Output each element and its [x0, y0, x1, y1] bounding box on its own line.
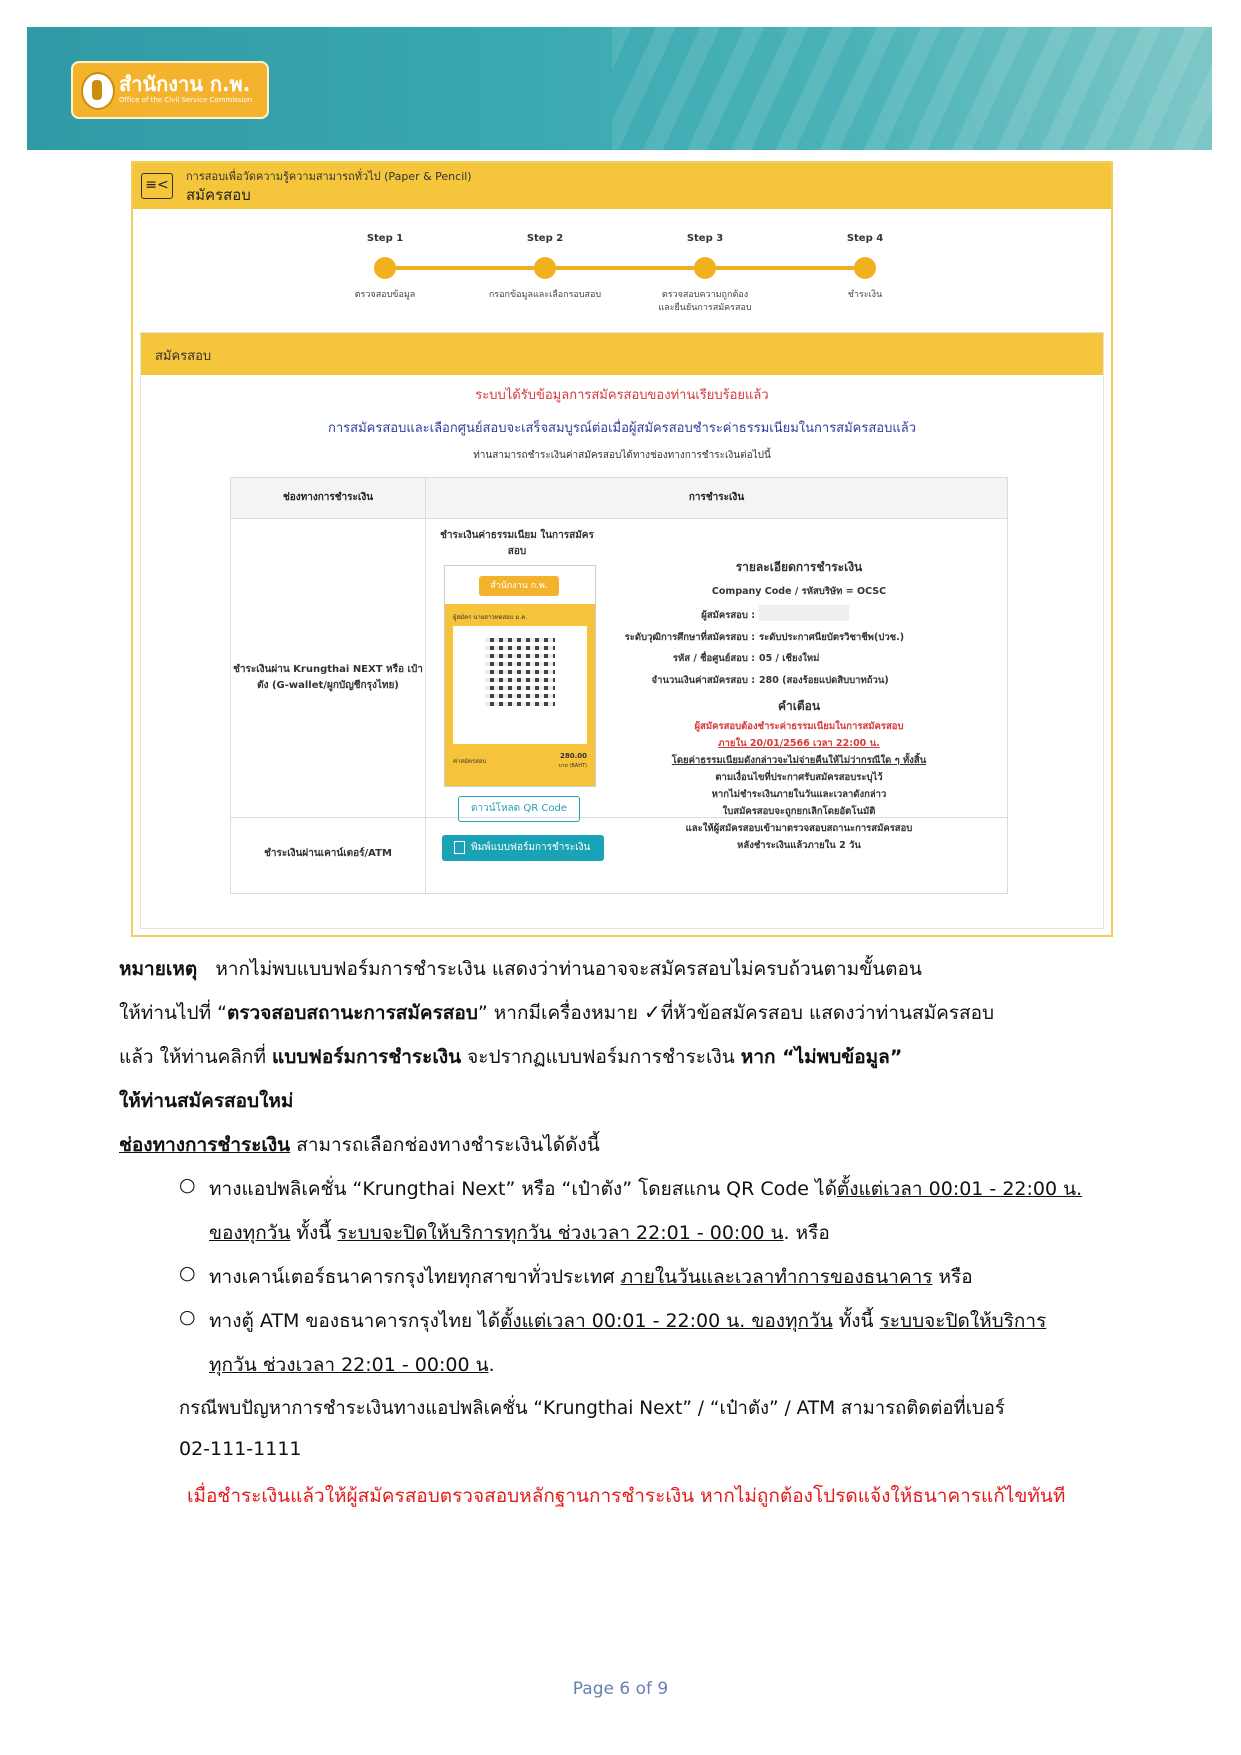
- qr-card-header: [445, 566, 595, 604]
- qr-amount-value: 280.00: [559, 752, 587, 760]
- qr-applicant: ผู้สมัคร นายสาวทดสอบ ม.ค.: [453, 614, 528, 621]
- header-banner: [27, 27, 1212, 150]
- note-line-4: ให้ท่านสมัครสอบใหม่: [119, 1090, 294, 1112]
- step-label: Step 2: [526, 233, 564, 244]
- qr-currency: บาท (BAHT): [558, 763, 587, 769]
- note-label: หมายเหตุ: [119, 958, 198, 980]
- qr-amount: [559, 752, 587, 771]
- step-label: Step 4: [846, 233, 884, 244]
- channels-message: ท่านสามารถชำระเงินค่าสมัครสอบได้ทางช่องทางการชำระเงินต่อไปนี้: [473, 450, 771, 461]
- step-label: Step 3: [686, 233, 724, 244]
- channel-counter: ชำระเงินผ่านเคาน์เตอร์/ATM: [264, 848, 392, 859]
- channels-heading-text: สามารถเลือกช่องทางชำระเงินได้ดังนี้: [296, 1134, 600, 1156]
- qr-payment-card: [444, 565, 596, 787]
- red-warning-note: เมื่อชำระเงินแล้วให้ผู้สมัครสอบตรวจสอบหลักฐานการชำระเงิน หากไม่ถูกต้องโปรดแจ้งให้ธนาคารแก้ไขทันที: [187, 1485, 1066, 1507]
- detail-label: ระดับวุฒิการศึกษาที่สมัครสอบ :: [624, 632, 755, 643]
- step-caption: ตรวจสอบข้อมูล: [354, 290, 416, 300]
- company-code: Company Code / รหัสบริษัท = OCSC: [711, 586, 887, 597]
- document-icon: [454, 841, 465, 854]
- qr-code-pattern: [485, 636, 555, 706]
- table-divider: [425, 518, 426, 893]
- qr-title: ชำระเงินค่าธรรมเนียม ในการสมัครสอบ: [440, 530, 594, 557]
- col-header-payment: การชำระเงิน: [426, 478, 1007, 519]
- detail-value: ระดับประกาศนียบัตรวิชาชีพ(ปวช.): [759, 632, 905, 643]
- note-text: ให้ท่านไปที่ “: [119, 1002, 228, 1024]
- detail-label: ผู้สมัครสอบ :: [701, 610, 755, 621]
- step-4: [785, 233, 945, 302]
- download-qr-button[interactable]: ดาวน์โหลด QR Code: [458, 796, 580, 822]
- step-1: [305, 233, 465, 302]
- note-text: ” หากมีเครื่องหมาย: [477, 1002, 638, 1024]
- step-dot: [374, 257, 396, 279]
- registration-screenshot: [131, 161, 1113, 937]
- logo-subtitle: Office of the Civil Service Commission: [119, 96, 253, 104]
- note-text: จะปรากฏแบบฟอร์มการชำระเงิน: [467, 1046, 735, 1068]
- channel-krungthai: ชำระเงินผ่าน Krungthai NEXT หรือ เป๋าตัง (G-wallet/ผูกบัญชีกรุงไทย): [233, 664, 423, 691]
- check-status-link-text: ตรวจสอบสถานะการสมัครสอบ: [227, 1002, 478, 1024]
- warning-title: คำเตือน: [777, 699, 821, 713]
- details-title: รายละเอียดการชำระเงิน: [735, 560, 863, 574]
- print-form-button[interactable]: [442, 835, 604, 861]
- warning-line: หากไม่ชำระเงินภายในวันและเวลาดังกล่าว: [711, 789, 887, 800]
- note-text: หากไม่พบแบบฟอร์มการชำระเงิน แสดงว่าท่านอาจจะสมัครสอบไม่ครบถ้วนตามขั้นตอน: [215, 958, 922, 980]
- detail-label: จำนวนเงินค่าสมัครสอบ :: [651, 675, 755, 686]
- channel-counter-line: ทางเคาน์เตอร์ธนาคารกรุงไทยทุกสาขาทั่วประเทศ ภายในวันและเวลาทำการของธนาคาร หรือ: [209, 1266, 973, 1288]
- col-header-channel: ช่องทางการชำระเงิน: [231, 478, 426, 519]
- logo-title: สำนักงาน ก.พ.: [119, 72, 251, 96]
- step-caption: ชำระเงิน: [847, 290, 883, 300]
- warning-line: หลังชำระเงินแล้วภายใน 2 วัน: [737, 840, 861, 851]
- step-label: Step 1: [366, 233, 404, 244]
- seal-icon: [81, 72, 115, 110]
- channels-heading-label: ช่องทางการชำระเงิน: [119, 1134, 291, 1156]
- step-caption: ตรวจสอบความถูกต้อง และยืนยันการสมัครสอบ: [658, 290, 752, 313]
- bullet-icon: ○: [179, 1174, 196, 1196]
- payment-table: [230, 477, 1008, 894]
- channel-app-line-2: ของทุกวัน ทั้งนี้ ระบบจะปิดให้บริการทุกวัน ช่วงเวลา 22:01 - 00:00 น. หรือ: [209, 1222, 830, 1244]
- received-message: ระบบได้รับข้อมูลการสมัครสอบของท่านเรียบร้อยแล้ว: [475, 388, 769, 403]
- page-number: Page 6 of 9: [572, 1679, 669, 1699]
- warning-line: ใบสมัครสอบจะถูกยกเลิกโดยอัตโนมัติ: [722, 806, 876, 817]
- warning-line: และให้ผู้สมัครสอบเข้ามาตรวจสอบสถานะการสมัครสอบ: [685, 823, 913, 834]
- applicant-name-blank: [759, 605, 849, 621]
- qr-fee-label: ค่าสมัครสอบ: [453, 758, 487, 765]
- warning-line: ภายใน 20/01/2566 เวลา 22:00 น.: [718, 738, 880, 749]
- channels-heading: [119, 1130, 600, 1160]
- channel-atm-line-1: ทางตู้ ATM ของธนาคารกรุงไทย ได้ตั้งแต่เวลา 00:01 - 22:00 น. ของทุกวัน ทั้งนี้ ระบบจะปิดให้บริการ: [209, 1310, 1047, 1332]
- breadcrumb: การสอบเพื่อวัดความรู้ความสามารถทั่วไป (Paper & Pencil): [186, 170, 472, 183]
- bullet-icon: ○: [179, 1262, 196, 1284]
- card-title: สมัครสอบ: [155, 349, 212, 364]
- menu-toggle-icon[interactable]: ≡<: [141, 173, 173, 199]
- checkmark-icon: ✓: [643, 1000, 661, 1024]
- detail-value: [759, 605, 849, 621]
- page-title: สมัครสอบ: [186, 186, 251, 204]
- detail-label: รหัส / ชื่อศูนย์สอบ :: [672, 653, 755, 664]
- note-line-2: [119, 998, 994, 1028]
- complete-message: การสมัครสอบและเลือกศูนย์สอบจะเสร็จสมบูรณ์ต่อเมื่อผู้สมัครสอบชำระค่าธรรมเนียมในการสมัครสอบแล้ว: [327, 421, 916, 436]
- warning-line: ตามเงื่อนไขที่ประกาศรับสมัครสอบระบุไว้: [715, 772, 883, 783]
- qr-logo: สำนักงาน ก.พ.: [479, 576, 559, 596]
- channel-app-line-1: ทางแอปพลิเคชั่น “Krungthai Next” หรือ “เป๋าตัง” โดยสแกน QR Code ได้ตั้งแต่เวลา 00:01 - 22:00 น.: [209, 1178, 1083, 1200]
- warning-line: โดยค่าธรรมเนียมดังกล่าวจะไม่จ่ายคืนให้ไม่ว่ากรณีใด ๆ ทั้งสิ้น: [671, 755, 927, 766]
- not-found-text: หาก “ไม่พบข้อมูล”: [740, 1046, 903, 1068]
- detail-value: 280 (สองร้อยแปดสิบบาทถ้วน): [759, 675, 889, 686]
- note-line-3: [119, 1042, 902, 1072]
- step-3: [625, 233, 785, 315]
- print-button-label: พิมพ์แบบฟอร์มการชำระเงิน: [471, 842, 591, 853]
- note-text: แล้ว ให้ท่านคลิกที่: [119, 1046, 266, 1068]
- step-2: [465, 233, 625, 302]
- phone-number: 02-111-1111: [179, 1438, 302, 1460]
- step-dot: [854, 257, 876, 279]
- problem-contact: กรณีพบปัญหาการชำระเงินทางแอปพลิเคชั่น “Krungthai Next” / “เป๋าตัง” / ATM สามารถติดต่อที่เบอร์: [179, 1398, 1005, 1419]
- top-bar: [133, 163, 1111, 209]
- detail-value: 05 / เชียงใหม่: [759, 653, 820, 664]
- note-text: ที่หัวข้อสมัครสอบ แสดงว่าท่านสมัครสอบ: [660, 1002, 995, 1024]
- warning-line: ผู้สมัครสอบต้องชำระค่าธรรมเนียมในการสมัครสอบ: [694, 721, 904, 732]
- banner-decoration: [612, 27, 1212, 150]
- card-header: [141, 333, 1103, 375]
- step-caption: กรอกข้อมูลและเลือกรอบสอบ: [488, 290, 602, 300]
- step-dot: [534, 257, 556, 279]
- channel-atm-line-2: ทุกวัน ช่วงเวลา 22:01 - 00:00 น.: [209, 1354, 495, 1376]
- payment-form-text: แบบฟอร์มการชำระเงิน: [272, 1046, 462, 1068]
- step-dot: [694, 257, 716, 279]
- note-line-1: [119, 954, 922, 984]
- ocsc-logo: [71, 61, 269, 119]
- bullet-icon: ○: [179, 1306, 196, 1328]
